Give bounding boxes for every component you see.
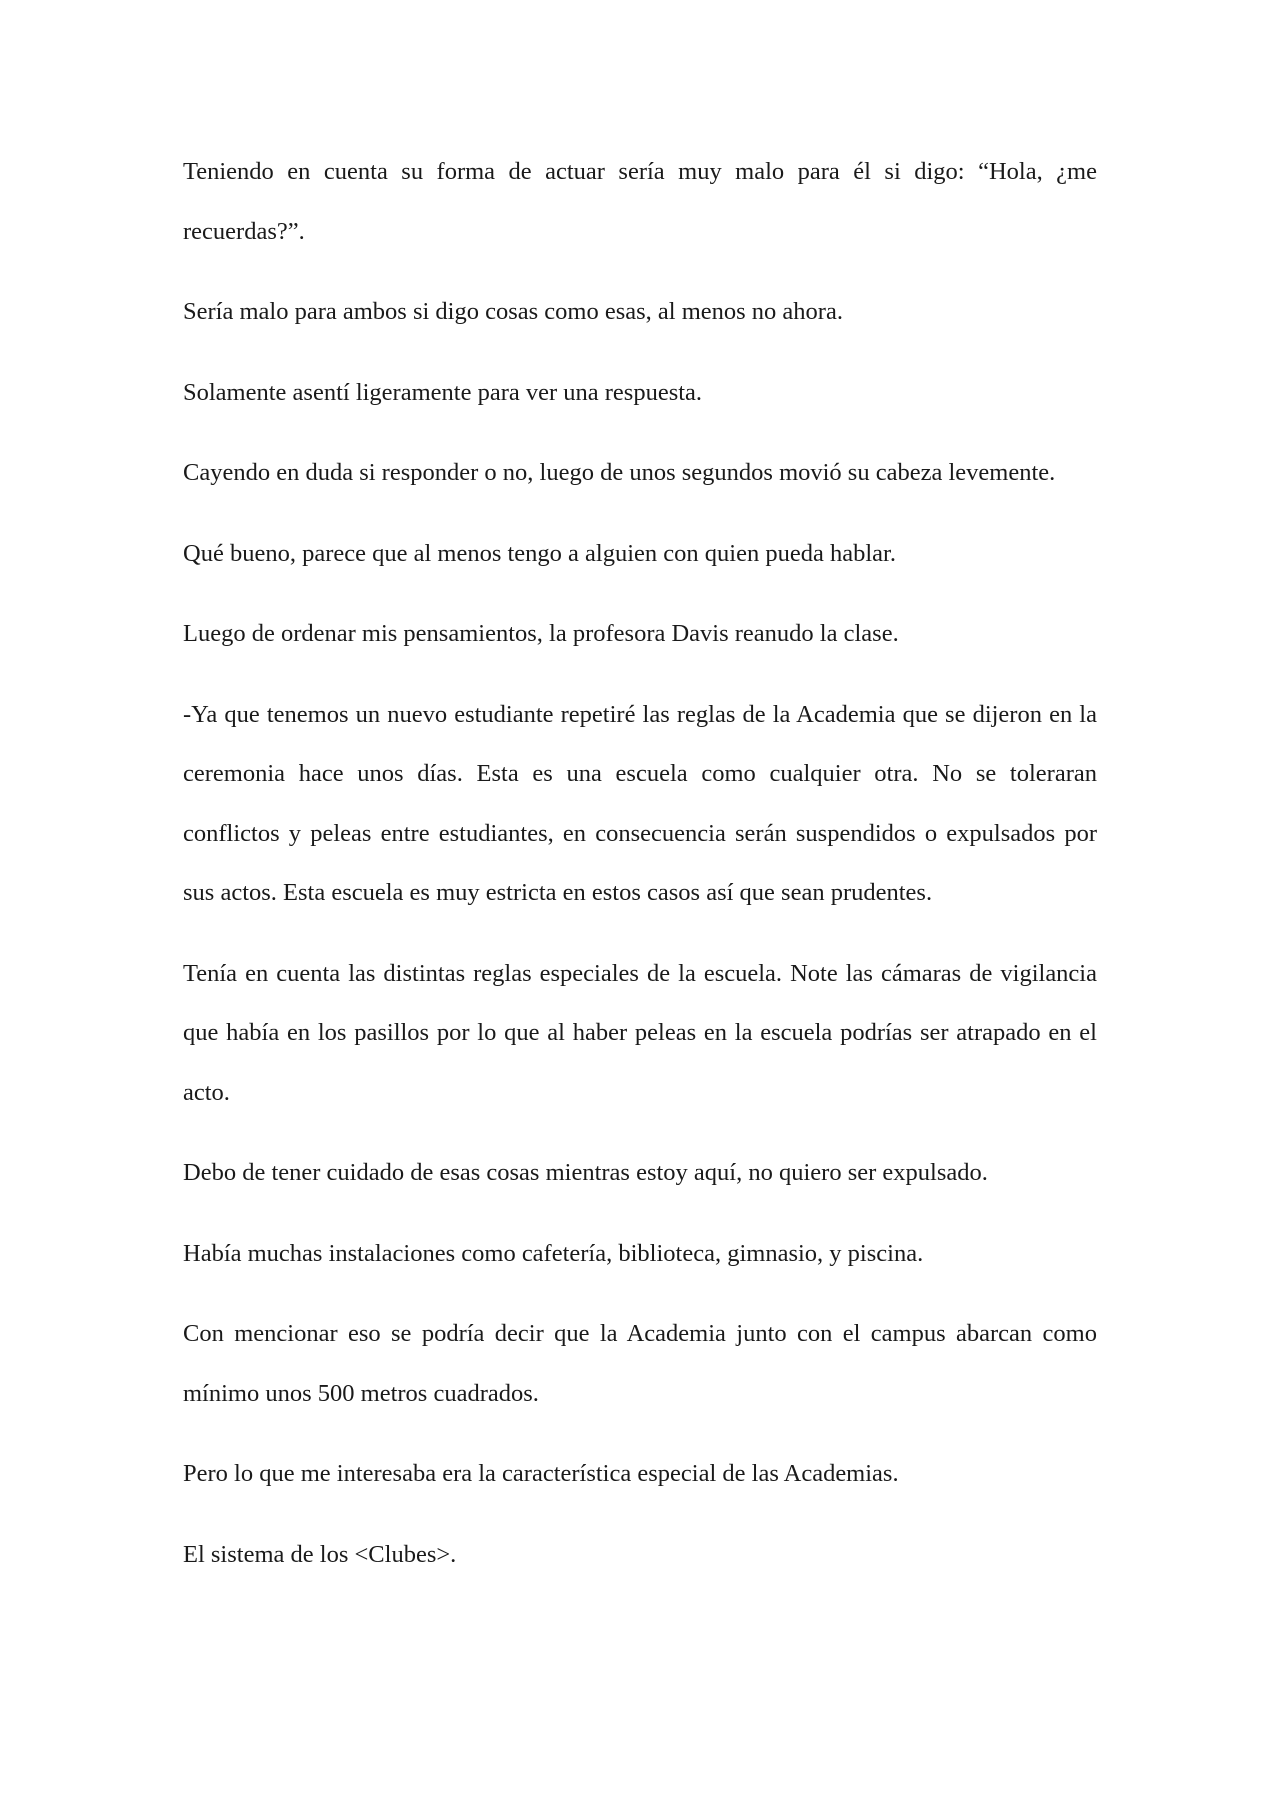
- paragraph-12: Pero lo que me interesaba era la característica especial de las Academias.: [183, 1460, 899, 1487]
- paragraph-6: Luego de ordenar mis pensamientos, la profesora Davis reanudo la clase.: [183, 620, 899, 647]
- paragraph-1: Teniendo en cuenta su forma de actuar sería muy malo para él si digo: “Hola, ¿me recuerdas?”.: [183, 158, 1097, 245]
- paragraph-2: Sería malo para ambos si digo cosas como esas, al menos no ahora.: [183, 298, 843, 325]
- paragraph-8: Tenía en cuenta las distintas reglas especiales de la escuela. Note las cámaras de vigilancia que había en los pasillos por lo que al haber peleas en la escuela podrías ser atrapado en el acto.: [183, 959, 1097, 1106]
- paragraph-9: Debo de tener cuidado de esas cosas mientras estoy aquí, no quiero ser expulsado.: [183, 1159, 988, 1186]
- paragraph-11: Con mencionar eso se podría decir que la Academia junto con el campus abarcan como mínimo unos 500 metros cuadrados.: [183, 1320, 1097, 1407]
- paragraph-3: Solamente asentí ligeramente para ver una respuesta.: [183, 378, 703, 406]
- paragraph-7: -Ya que tenemos un nuevo estudiante repetiré las reglas de la Academia que se dijeron en la ceremonia hace unos días. Esta es una escuela como cualquier otra. No se toleraran conflictos y peleas entre estudiantes, en consecuencia serán suspendidos o expulsados por sus actos. Esta escuela es muy estricta en estos casos así que sean prudentes.: [183, 700, 1097, 906]
- paragraph-4: Cayendo en duda si responder o no, luego de unos segundos movió su cabeza levemente.: [183, 459, 1056, 486]
- paragraph-5: Qué bueno, parece que al menos tengo a alguien con quien pueda hablar.: [183, 539, 896, 567]
- paragraph-10: Había muchas instalaciones como cafetería, biblioteca, gimnasio, y piscina.: [183, 1239, 924, 1267]
- paragraph-13: El sistema de los <Clubes>.: [183, 1540, 457, 1568]
- document-body: [183, 142, 1097, 1605]
